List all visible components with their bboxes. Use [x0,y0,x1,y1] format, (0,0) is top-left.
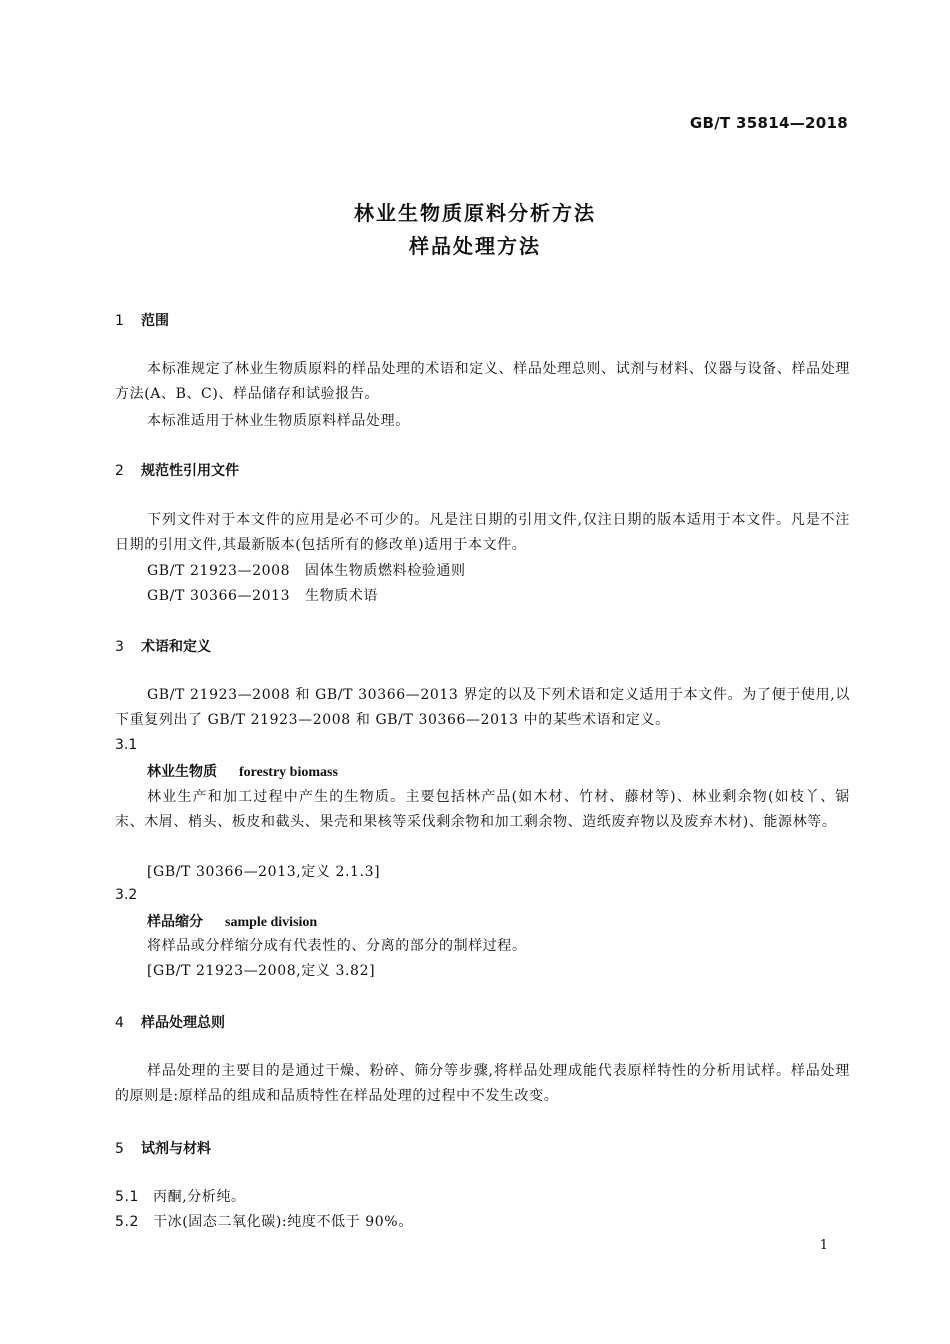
term-definition: 林业生产和加工过程中产生的生物质。主要包括林产品(如木材、竹材、藤材等)、林业剩余物(如枝丫、锯末、木屑、梢头、板皮和截头、果壳和果核等采伐剩余物和加工剩余物、造纸废弃物以及废弃木材)、能源林等。 [115,789,850,830]
section-number: 5 [115,1141,124,1157]
term-definition: 将样品或分样缩分成有代表性的、分离的部分的制样过程。 [147,938,527,954]
item-number: 5.2 [115,1214,140,1230]
term-source: [GB/T 30366—2013,定义 2.1.3] [147,864,381,880]
term-heading [147,761,338,781]
document-title-line2: 样品处理方法 [409,234,541,258]
reference-code: GB/T 21923—2008 [147,563,291,579]
section-number: 3 [115,639,124,655]
reference-item [147,585,378,605]
section-5-heading [115,1138,211,1158]
section-2-paragraph-1: 下列文件对于本文件的应用是必不可少的。凡是注日期的引用文件,仅注日期的版本适用于本文件。凡是不注日期的引用文件,其最新版本(包括所有的修改单)适用于本文件。 [115,512,850,553]
item-text: 干冰(固态二氧化碳):纯度不低于 90%。 [153,1214,413,1230]
term-english: forestry biomass [239,765,338,780]
section-2-heading [115,460,239,480]
term-number: 3.2 [115,887,138,903]
section-1-paragraph-1: 本标准规定了林业生物质原料的样品处理的术语和定义、样品处理总则、试剂与材料、仪器与设备、样品处理方法(A、B、C)、样品储存和试验报告。 [115,361,850,402]
list-item [115,1186,246,1206]
section-title: 范围 [141,313,169,329]
page-number: 1 [819,1238,828,1253]
term-chinese: 样品缩分 [147,914,203,930]
document-title-line1: 林业生物质原料分析方法 [354,201,596,225]
reference-code: GB/T 30366—2013 [147,588,291,604]
item-number: 5.1 [115,1189,140,1205]
standard-number: GB/T 35814—2018 [689,114,848,132]
section-4-heading [115,1012,225,1032]
reference-item [147,560,466,580]
section-1-paragraph-2: 本标准适用于林业生物质原料样品处理。 [147,413,410,429]
section-title: 样品处理总则 [141,1015,225,1031]
item-text: 丙酮,分析纯。 [153,1189,246,1205]
term-english: sample division [225,915,318,930]
list-item [115,1211,413,1231]
section-4-paragraph-1: 样品处理的主要目的是通过干燥、粉碎、筛分等步骤,将样品处理成能代表原样特性的分析用试样。样品处理的原则是:原样品的组成和品质特性在样品处理的过程中不发生改变。 [115,1063,850,1104]
section-number: 1 [115,313,124,329]
term-chinese: 林业生物质 [147,764,217,780]
reference-title: 固体生物质燃料检验通则 [305,563,466,579]
term-number: 3.1 [115,737,138,753]
section-number: 4 [115,1015,124,1031]
term-source: [GB/T 21923—2008,定义 3.82] [147,963,376,979]
term-heading [147,911,317,931]
section-1-heading [115,310,169,330]
section-3-paragraph-1: GB/T 21923—2008 和 GB/T 30366—2013 界定的以及下列术语和定义适用于本文件。为了便于使用,以下重复列出了 GB/T 21923—2008 和 GB/T 30366—2013 中的某些术语和定义。 [115,687,850,728]
section-title: 术语和定义 [141,639,211,655]
section-title: 试剂与材料 [141,1141,211,1157]
section-number: 2 [115,463,124,479]
reference-title: 生物质术语 [305,588,378,604]
section-title: 规范性引用文件 [141,463,239,479]
section-3-heading [115,636,211,656]
